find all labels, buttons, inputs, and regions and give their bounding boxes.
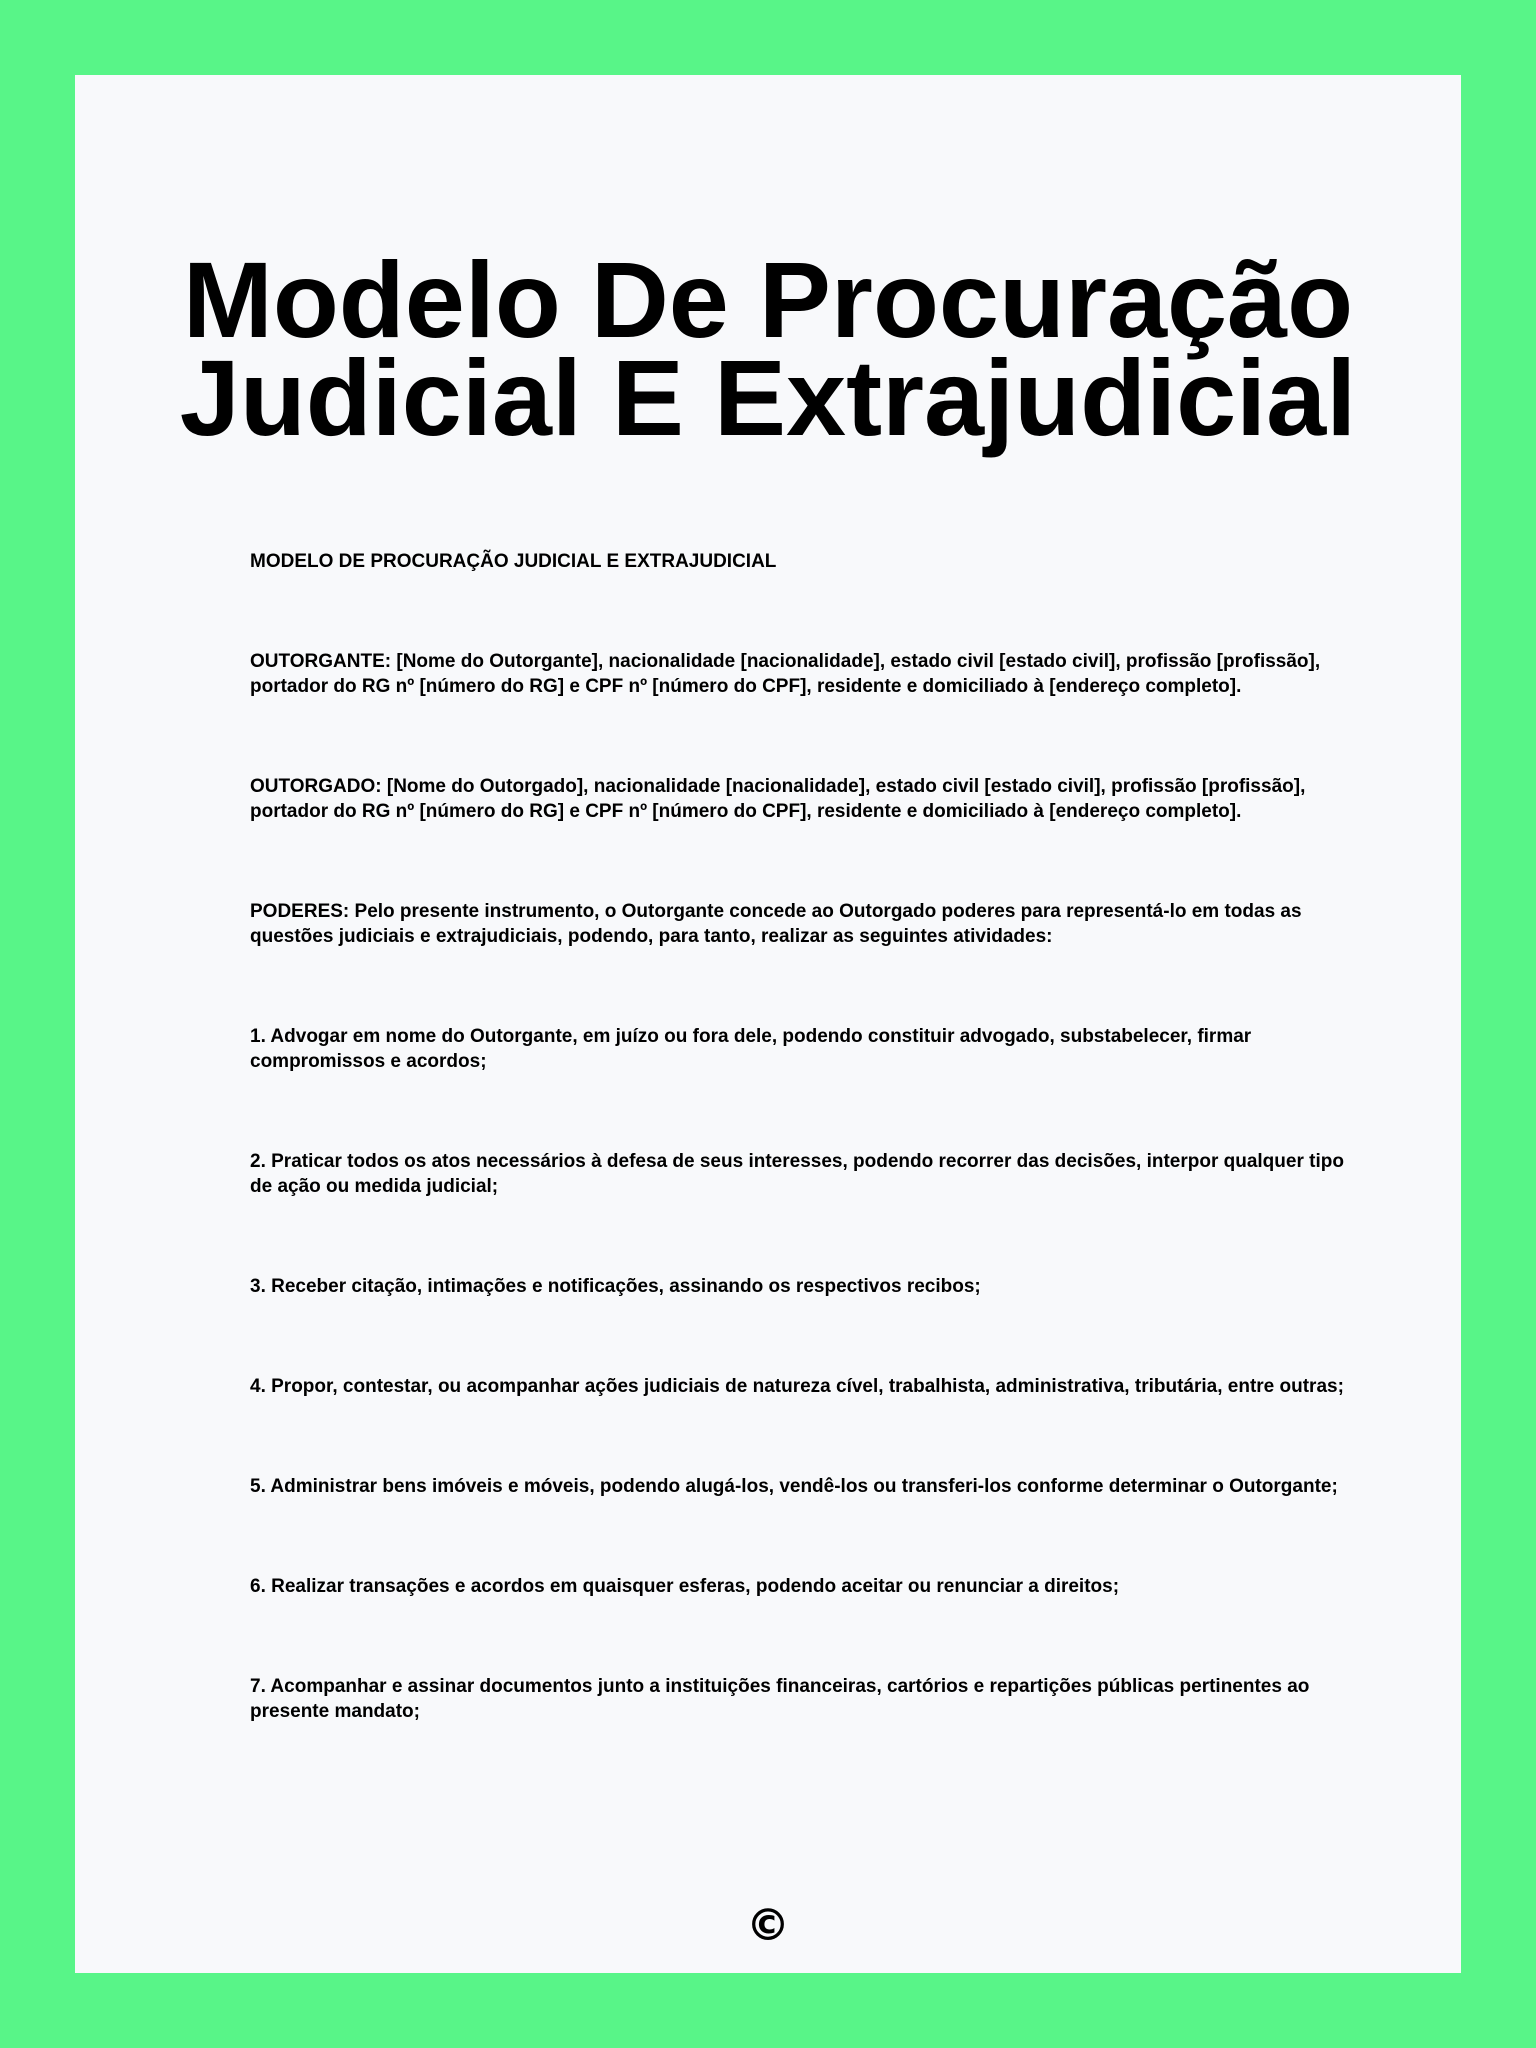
list-item-1: 1. Advogar em nome do Outorgante, em juízo ou fora dele, podendo constituir advogado, substabelecer, firmar compromissos e acordos; [250,1026,1252,1072]
title-line-1: Modelo De Procuração [182,239,1354,360]
list-item-5: 5. Administrar bens imóveis e móveis, podendo alugá-los, vendê-los ou transferi-los conforme determinar o Outorgante; [250,1476,1338,1497]
list-item-4: 4. Propor, contestar, ou acompanhar ações judiciais de natureza cível, trabalhista, administrativa, tributária, entre outras; [250,1376,1344,1397]
list-item-3: 3. Receber citação, intimações e notificações, assinando os respectivos recibos; [250,1276,981,1297]
document-heading: MODELO DE PROCURAÇÃO JUDICIAL E EXTRAJUDICIAL [250,551,777,572]
paragraph-poderes: PODERES: Pelo presente instrumento, o Outorgante concede ao Outorgado poderes para representá-lo em todas as questões judiciais e extrajudiciais, podendo, para tanto, realizar as seguintes atividades: [250,901,1302,947]
paragraph-outorgante: OUTORGANTE: [Nome do Outorgante], nacionalidade [nacionalidade], estado civil [estado civil], profissão [profissão], portador do RG nº [número do RG] e CPF nº [número do CPF], residente e domiciliado à [endereço completo]. [250,651,1321,697]
list-item-6: 6. Realizar transações e acordos em quaisquer esferas, podendo aceitar ou renunciar a direitos; [250,1576,1120,1597]
paragraph-outorgado: OUTORGADO: [Nome do Outorgado], nacionalidade [nacionalidade], estado civil [estado civil], profissão [profissão], portador do RG nº [número do RG] e CPF nº [número do CPF], residente e domiciliado à [endereço completo]. [250,776,1306,822]
document-title [75,239,1461,458]
document-page [75,75,1461,1973]
list-item-7: 7. Acompanhar e assinar documentos junto a instituições financeiras, cartórios e repartições públicas pertinentes ao presente mandato; [250,1676,1310,1722]
title-line-2: Judicial E Extrajudicial [179,337,1357,458]
document-body [250,549,1350,1724]
list-item-2: 2. Praticar todos os atos necessários à defesa de seus interesses, podendo recorrer das decisões, interpor qualquer tipo de ação ou medida judicial; [250,1151,1344,1197]
copyright-icon: © [746,1900,790,1951]
